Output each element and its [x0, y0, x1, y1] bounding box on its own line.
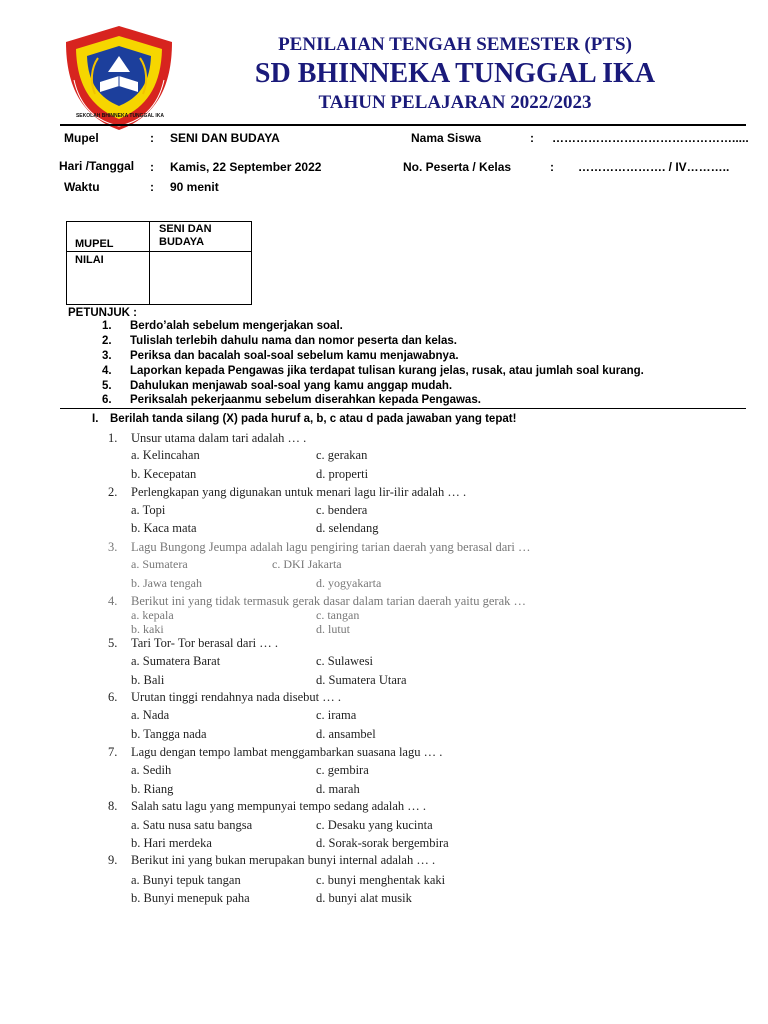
question-text: Lagu Bungong Jeumpa adalah lagu pengiring tarian daerah yang berasal dari …: [131, 540, 531, 554]
option-c[interactable]: c. bendera: [316, 503, 368, 517]
option-c[interactable]: c. irama: [316, 708, 357, 722]
score-table-subject: SENI DAN BUDAYA: [159, 223, 212, 248]
option-c[interactable]: c. tangan: [316, 608, 360, 622]
option-b[interactable]: b. Bunyi menepuk paha: [131, 891, 250, 905]
petunjuk-title: PETUNJUK :: [68, 307, 138, 319]
question-text: Unsur utama dalam tari adalah … .: [131, 431, 307, 445]
petunjuk-item-text: Berdo’alah sebelum mengerjakan soal.: [130, 320, 343, 332]
school-name: SD BHINNEKA TUNGGAL IKA: [254, 58, 656, 89]
petunjuk-item-number: 3.: [102, 350, 112, 362]
hari-tanggal-separator: :: [150, 160, 154, 174]
option-b[interactable]: b. Hari merdeka: [131, 836, 212, 850]
question-text: Berikut ini yang bukan merupakan bunyi internal adalah … .: [131, 853, 436, 867]
hari-tanggal-label: Hari /Tanggal: [59, 159, 135, 173]
question-number: 2.: [108, 485, 118, 499]
option-a[interactable]: a. Satu nusa satu bangsa: [131, 818, 253, 832]
question-number: 7.: [108, 745, 118, 759]
option-b[interactable]: b. Tangga nada: [131, 727, 207, 741]
option-d[interactable]: d. lutut: [316, 622, 351, 636]
option-d[interactable]: d. properti: [316, 467, 369, 481]
nama-siswa-separator: :: [530, 131, 534, 145]
option-a[interactable]: a. Nada: [131, 708, 170, 722]
option-b[interactable]: b. kaki: [131, 622, 164, 636]
option-d[interactable]: d. Sumatera Utara: [316, 673, 407, 687]
option-b[interactable]: b. Riang: [131, 782, 174, 796]
mupel-value: SENI DAN BUDAYA: [170, 131, 280, 145]
peserta-kelas-label: No. Peserta / Kelas: [403, 160, 512, 174]
header-title-line1: PENILAIAN TENGAH SEMESTER (PTS): [278, 34, 632, 55]
score-table-mupel-header: MUPEL: [75, 238, 114, 250]
option-d[interactable]: d. bunyi alat musik: [316, 891, 412, 905]
nama-siswa-label: Nama Siswa: [411, 131, 482, 145]
petunjuk-item-text: Laporkan kepada Pengawas jika terdapat tulisan kurang jelas, rusak, atau jumlah soal kurang.: [130, 365, 644, 377]
question-number: 1.: [108, 431, 118, 445]
petunjuk-item-text: Dahulukan menjawab soal-soal yang kamu anggap mudah.: [130, 380, 453, 392]
mupel-label: Mupel: [64, 131, 99, 145]
petunjuk-item-number: 4.: [102, 365, 112, 377]
waktu-label: Waktu: [64, 180, 100, 194]
section-title: Berilah tanda silang (X) pada huruf a, b, c atau d pada jawaban yang tepat!: [110, 413, 517, 425]
option-c[interactable]: c. Sulawesi: [316, 654, 373, 668]
option-b[interactable]: b. Jawa tengah: [131, 576, 202, 590]
hari-tanggal-value: Kamis, 22 September 2022: [170, 160, 322, 174]
option-a[interactable]: a. Bunyi tepuk tangan: [131, 873, 241, 887]
option-d[interactable]: d. ansambel: [316, 727, 376, 741]
option-b[interactable]: b. Kaca mata: [131, 521, 197, 535]
petunjuk-item-text: Tulislah terlebih dahulu nama dan nomor peserta dan kelas.: [130, 335, 457, 347]
score-table: [66, 221, 252, 305]
peserta-kelas-field[interactable]: …………………. / IV………..: [578, 160, 730, 174]
option-c[interactable]: c. bunyi menghentak kaki: [316, 873, 446, 887]
question-text: Tari Tor- Tor berasal dari … .: [131, 636, 278, 650]
question-number: 3.: [108, 540, 118, 554]
petunjuk-item-number: 1.: [102, 320, 112, 332]
nama-siswa-field[interactable]: ……………………………………….....: [552, 131, 749, 145]
option-d[interactable]: d. yogyakarta: [316, 576, 382, 590]
option-a[interactable]: a. Sedih: [131, 763, 172, 777]
question-text: Urutan tinggi rendahnya nada disebut … .: [131, 690, 342, 704]
option-a[interactable]: a. kepala: [131, 608, 174, 622]
question-number: 9.: [108, 853, 118, 867]
section-number: I.: [92, 413, 99, 425]
option-d[interactable]: d. selendang: [316, 521, 379, 535]
question-text: Lagu dengan tempo lambat menggambarkan suasana lagu … .: [131, 745, 443, 759]
score-table-nilai-header: NILAI: [75, 254, 104, 266]
waktu-separator: :: [150, 180, 154, 194]
question-number: 8.: [108, 799, 118, 813]
option-d[interactable]: d. Sorak-sorak bergembira: [316, 836, 449, 850]
waktu-value: 90 menit: [170, 180, 219, 194]
option-c[interactable]: c. gembira: [316, 763, 369, 777]
option-b[interactable]: b. Kecepatan: [131, 467, 197, 481]
option-c[interactable]: c. gerakan: [316, 448, 368, 462]
option-c[interactable]: c. DKI Jakarta: [272, 557, 342, 571]
question-number: 6.: [108, 690, 118, 704]
petunjuk-divider: [60, 408, 746, 409]
question-text: Perlengkapan yang digunakan untuk menari lagu lir-ilir adalah … .: [131, 485, 467, 499]
header-divider: [60, 124, 746, 126]
petunjuk-item-number: 6.: [102, 394, 112, 406]
question-number: 4.: [108, 594, 118, 608]
option-a[interactable]: a. Sumatera Barat: [131, 654, 221, 668]
academic-year: TAHUN PELAJARAN 2022/2023: [318, 92, 592, 113]
petunjuk-item-text: Periksa dan bacalah soal-soal sebelum kamu menjawabnya.: [130, 350, 459, 362]
logo-text: SEKOLAH BHINNEKA TUNGGAL IKA: [75, 113, 165, 119]
score-table-nilai-cell[interactable]: [151, 253, 251, 304]
question-text: Berikut ini yang tidak termasuk gerak dasar dalam tarian daerah yaitu gerak …: [131, 594, 526, 608]
option-a[interactable]: a. Sumatera: [131, 557, 188, 571]
option-a[interactable]: a. Kelincahan: [131, 448, 200, 462]
question-number: 5.: [108, 636, 118, 650]
question-text: Salah satu lagu yang mempunyai tempo sedang adalah … .: [131, 799, 427, 813]
peserta-kelas-separator: :: [550, 160, 554, 174]
option-a[interactable]: a. Topi: [131, 503, 166, 517]
mupel-separator: :: [150, 131, 154, 145]
petunjuk-item-number: 5.: [102, 380, 112, 392]
option-d[interactable]: d. marah: [316, 782, 360, 796]
option-b[interactable]: b. Bali: [131, 673, 165, 687]
option-c[interactable]: c. Desaku yang kucinta: [316, 818, 433, 832]
petunjuk-item-text: Periksalah pekerjaanmu sebelum diserahkan kepada Pengawas.: [130, 394, 481, 406]
petunjuk-item-number: 2.: [102, 335, 112, 347]
